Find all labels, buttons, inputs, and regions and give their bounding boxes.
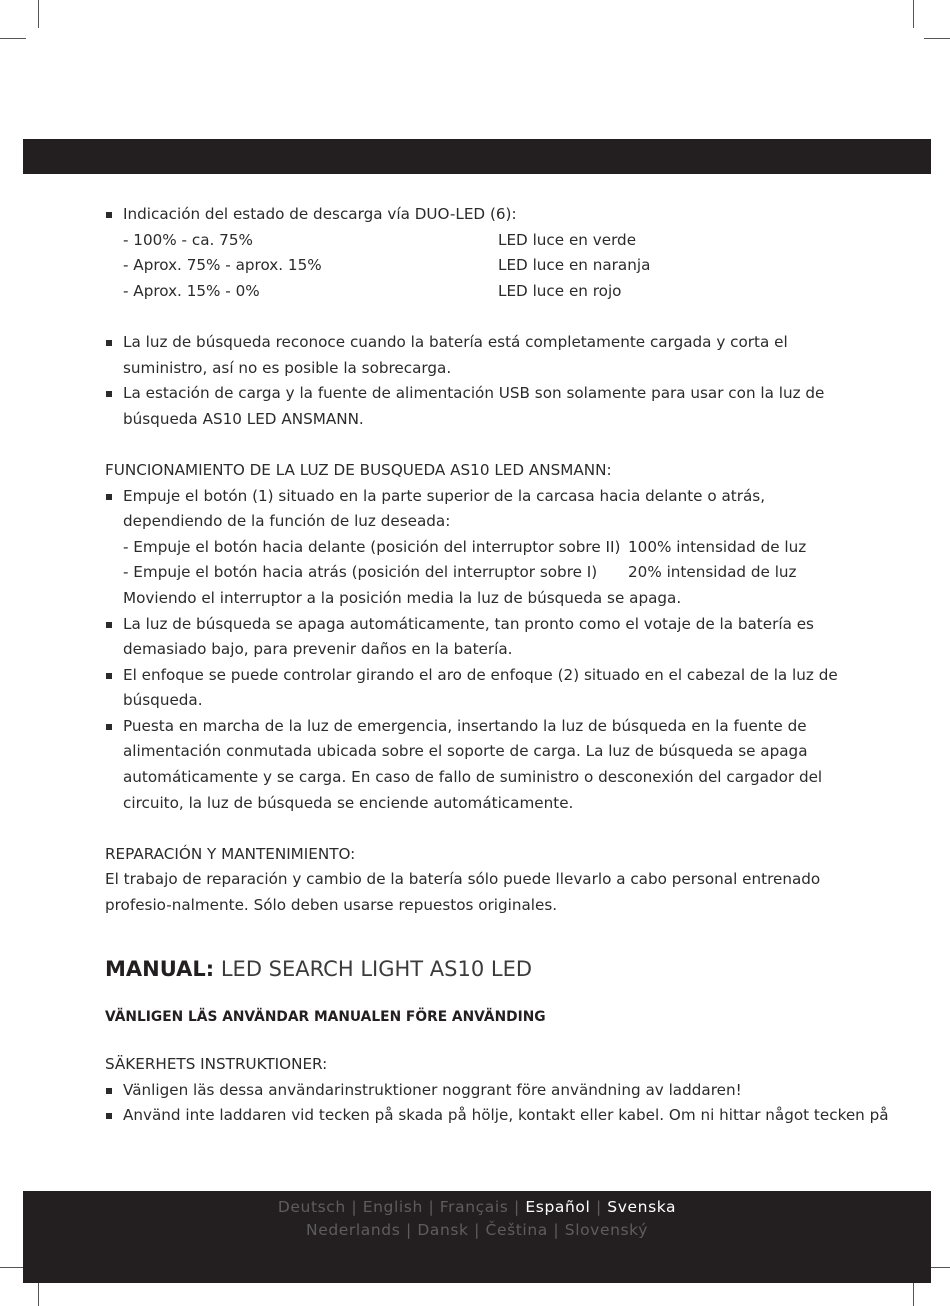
lang-separator: | (514, 1198, 520, 1216)
operation-item: Puesta en marcha de la luz de emergencia, insertando la luz de búsqueda en la fuente de alimentación conmutada ubicada sobre el soporte de carga. La luz de búsqueda se apaga automáticamente y se carga. En caso de fallo de suministro o desconexión del cargador del circuito, la luz de búsqueda se enciende automáticamente. (105, 714, 865, 816)
lang-link-espanol[interactable]: Español (525, 1198, 591, 1216)
discharge-status: LED luce en naranja (498, 256, 651, 275)
discharge-item (105, 202, 865, 304)
discharge-list (105, 202, 865, 304)
operation-push-item (105, 484, 865, 612)
push-row (123, 560, 865, 586)
language-line-2 (23, 1219, 931, 1242)
safety-item: Använd inte laddaren vid tecken på skada på hölje, kontakt eller kabel. Om ni hittar något tecken på (105, 1103, 865, 1129)
operation-item: El enfoque se puede controlar girando el aro de enfoque (2) situado en el cabezal de la luz de búsqueda. (105, 663, 865, 714)
push-intro: Empuje el botón (1) situado en la parte superior de la carcasa hacia delante o atrás, dependiendo de la función de luz deseada: (123, 486, 766, 531)
push-action: - Empuje el botón hacia delante (posición del interruptor sobre II) (123, 537, 621, 556)
manual-product: LED SEARCH LIGHT AS10 LED (220, 956, 533, 981)
push-action: - Empuje el botón hacia atrás (posición del interruptor sobre I) (123, 563, 598, 582)
safety-list (105, 1078, 889, 1129)
push-result: 20% intensidad de luz (628, 563, 797, 582)
discharge-range: - Aprox. 75% - aprox. 15% (123, 256, 322, 275)
lang-separator: | (351, 1198, 358, 1216)
lang-separator: | (595, 1198, 602, 1216)
lang-separator: | (405, 1221, 412, 1239)
discharge-row (123, 253, 865, 279)
language-line-1 (23, 1196, 931, 1219)
push-row (123, 535, 865, 561)
safety-item: Vänligen läs dessa användarinstruktioner noggrant före användning av laddaren! (105, 1078, 865, 1104)
manual-notice: VÄNLIGEN LÄS ANVÄNDAR MANUALEN FÖRE ANVÄNDING (105, 1008, 546, 1025)
push-outro: Moviendo el interruptor a la posición media la luz de búsqueda se apaga. (123, 588, 682, 607)
crop-mark (924, 38, 950, 39)
lang-link-dansk[interactable]: Dansk (417, 1221, 469, 1239)
lang-link-svenska[interactable]: Svenska (607, 1198, 677, 1216)
repair-heading: REPARACIÓN Y MANTENIMIENTO: (105, 844, 356, 863)
lang-link-nederlands[interactable]: Nederlands (306, 1221, 401, 1239)
language-footer (23, 1191, 931, 1283)
push-result: 100% intensidad de luz (628, 537, 807, 556)
crop-mark (0, 38, 26, 39)
charging-notes (105, 330, 865, 432)
lang-link-english[interactable]: English (362, 1198, 423, 1216)
discharge-status: LED luce en rojo (498, 281, 622, 300)
crop-mark (913, 0, 914, 28)
manual-label: MANUAL: (105, 956, 215, 981)
operation-item: La luz de búsqueda se apaga automáticamente, tan pronto como el votaje de la batería es demasiado bajo, para prevenir daños en la batería. (105, 612, 865, 663)
lang-link-francais[interactable]: Français (439, 1198, 509, 1216)
lang-separator: | (553, 1221, 560, 1239)
charging-note: La luz de búsqueda reconoce cuando la batería está completamente cargada y corta el suministro, así no es posible la sobrecarga. (105, 330, 865, 381)
operation-list (105, 484, 865, 817)
discharge-row (123, 228, 865, 254)
operation-heading: FUNCIONAMIENTO DE LA LUZ DE BUSQUEDA AS10 LED ANSMANN: (105, 460, 612, 479)
lang-link-deutsch[interactable]: Deutsch (277, 1198, 346, 1216)
charging-note: La estación de carga y la fuente de alimentación USB son solamente para usar con la luz de búsqueda AS10 LED ANSMANN. (105, 381, 865, 432)
discharge-range: - 100% - ca. 75% (123, 230, 253, 249)
repair-text: El trabajo de reparación y cambio de la batería sólo puede llevarlo a cabo personal entrenado profesio-nalmente. Sólo deben usarse repuestos originales. (105, 870, 821, 915)
discharge-row (123, 279, 865, 305)
header-band (23, 139, 931, 174)
discharge-range: - Aprox. 15% - 0% (123, 281, 260, 300)
safety-heading: SÄKERHETS INSTRUKTIONER: (105, 1055, 328, 1074)
lang-link-cestina[interactable]: Čeština (485, 1221, 548, 1239)
discharge-title: Indicación del estado de descarga vía DUO-LED (6): (123, 205, 517, 223)
lang-separator: | (474, 1221, 480, 1239)
discharge-status: LED luce en verde (498, 230, 637, 249)
page-content (105, 202, 889, 1129)
lang-separator: | (428, 1198, 435, 1216)
crop-mark (38, 0, 39, 28)
lang-link-slovensky[interactable]: Slovenský (564, 1221, 648, 1239)
manual-title (105, 954, 865, 984)
